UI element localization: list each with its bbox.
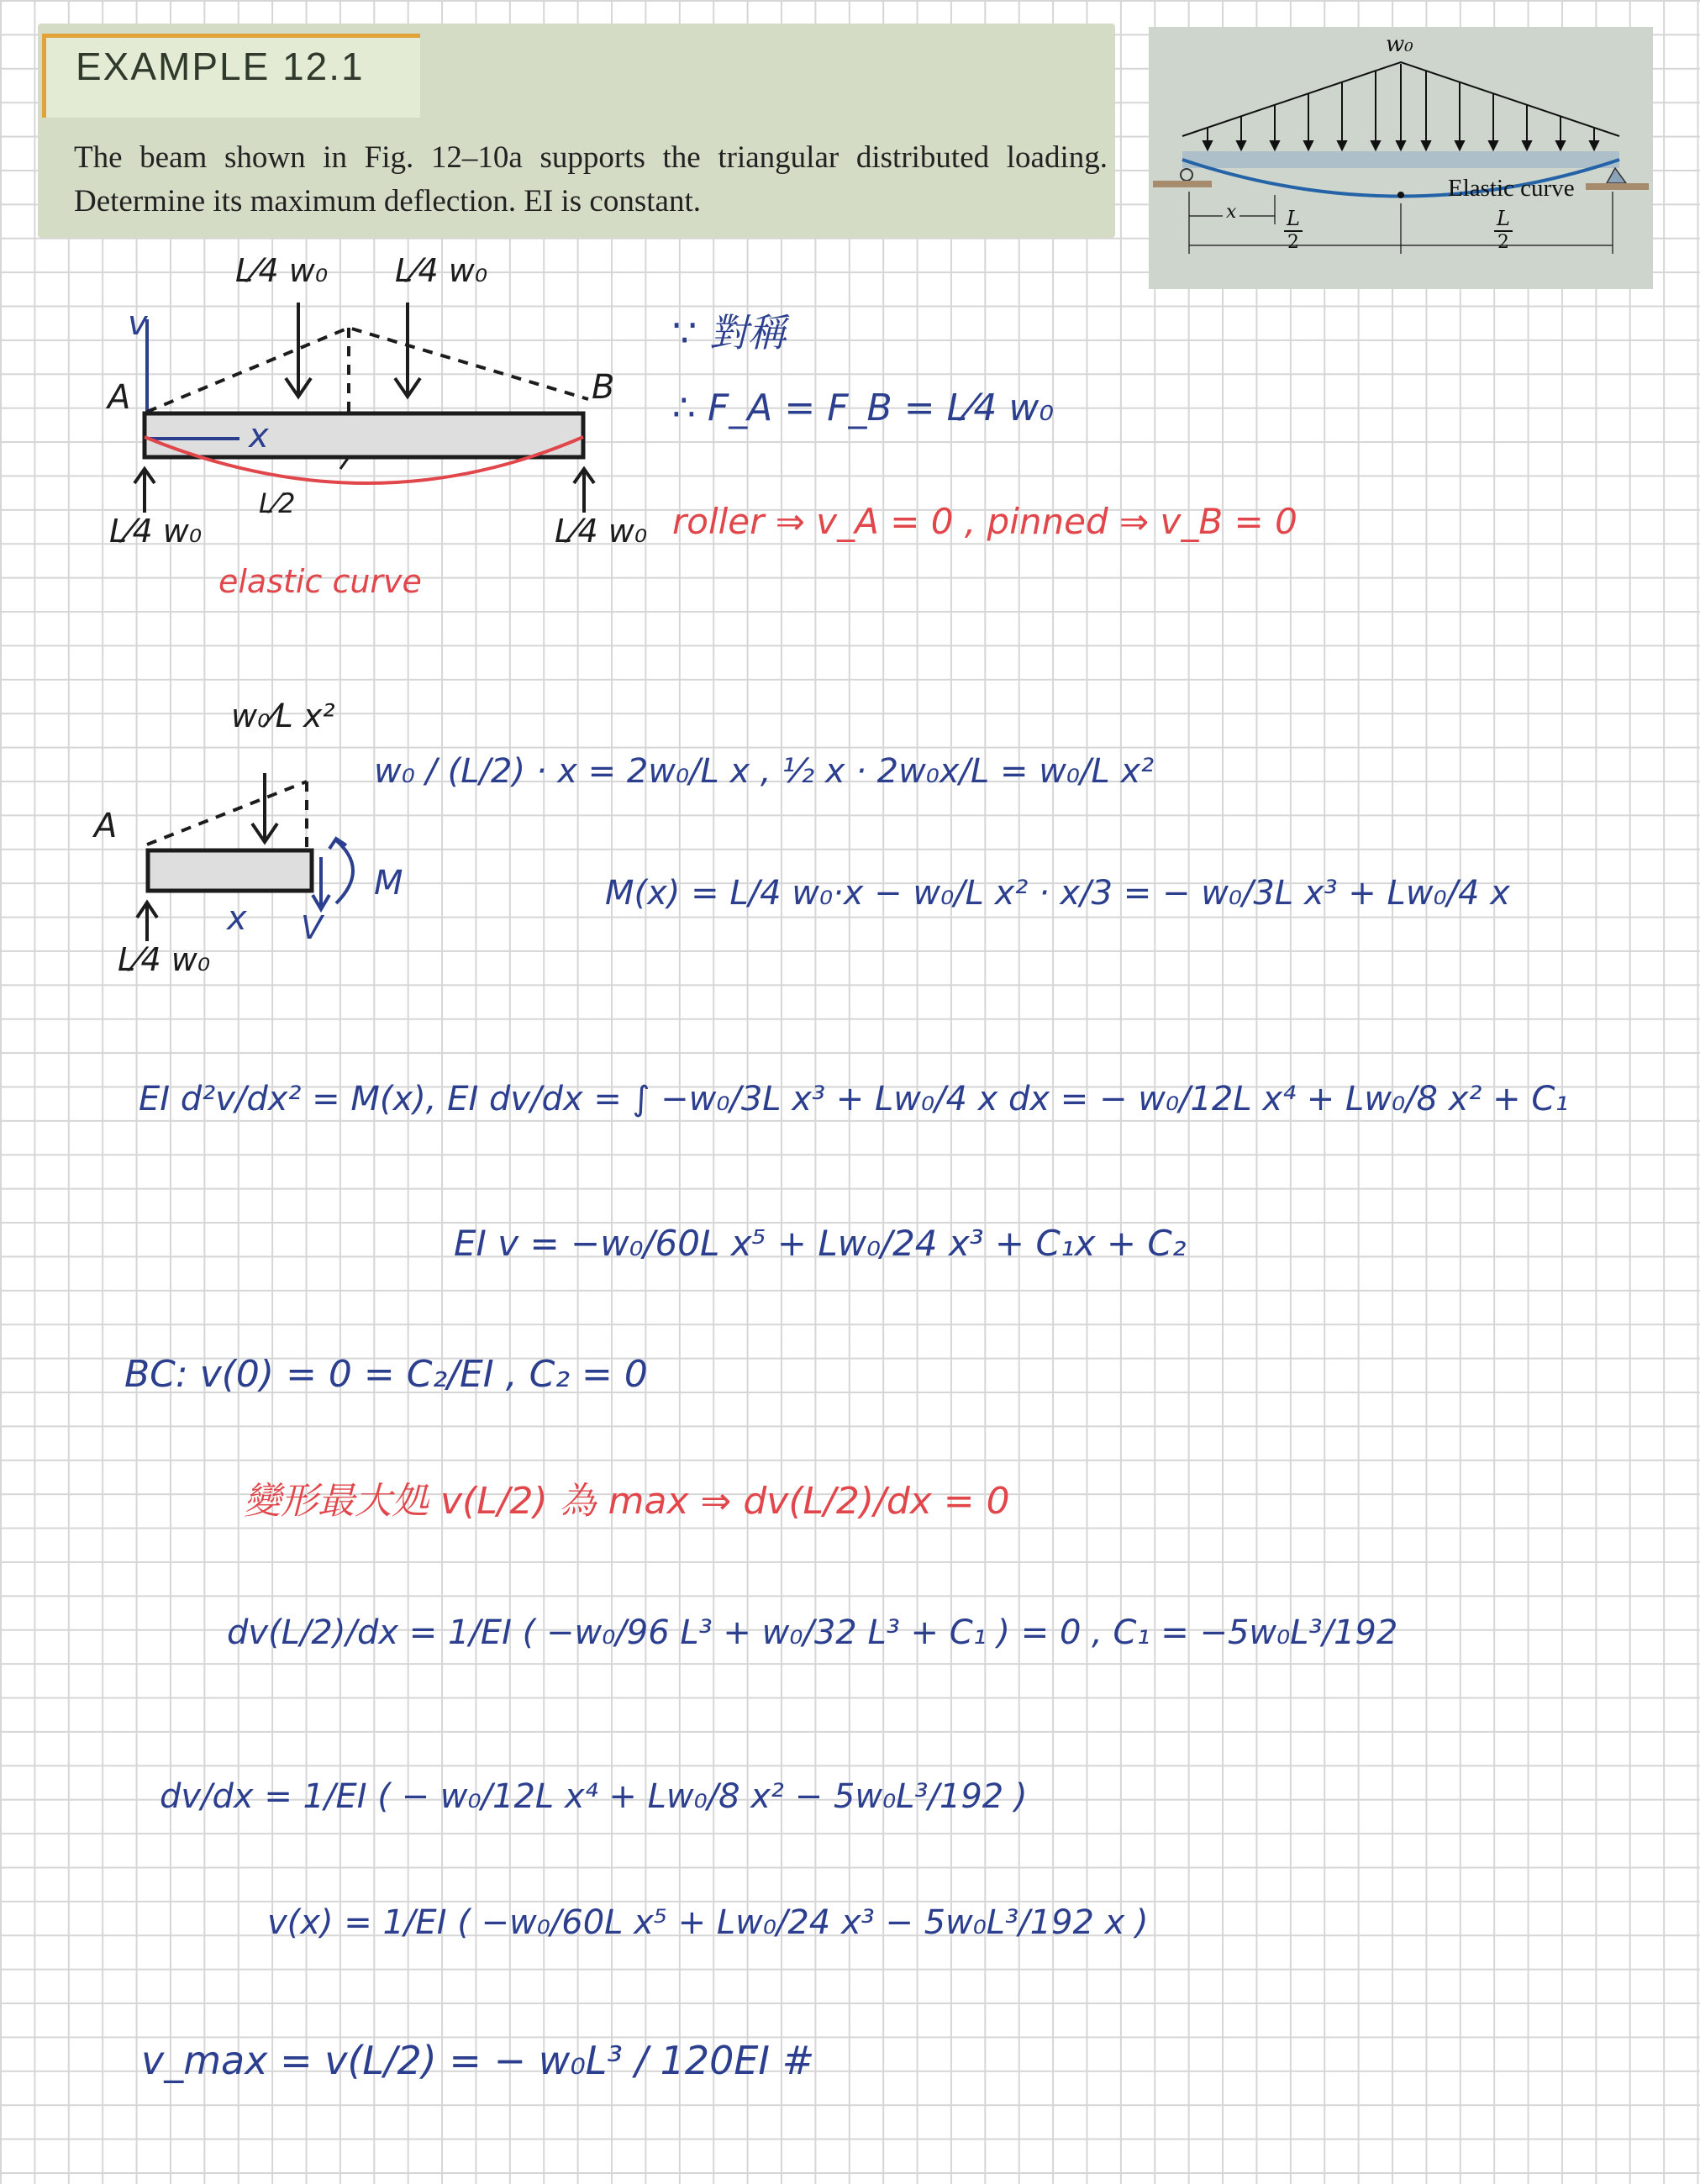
- section-load-label: w₀⁄L x²: [231, 697, 335, 734]
- c1-equation: dv(L/2)/dx = 1/EI ( −w₀/96 L³ + w₀/32 L³ + C₁ ) = 0 , C₁ = −5w₀L³/192: [227, 1613, 1398, 1652]
- beam-figure: [1149, 27, 1653, 289]
- load-equation: w₀ / (L/2) · x = 2w₀/L x , ½ x · 2w₀x/L = w₀/L x²: [374, 752, 1155, 791]
- half-span-right-num: L: [1497, 207, 1510, 230]
- point-a-label: A: [108, 378, 131, 417]
- v-axis-label: v: [128, 304, 148, 343]
- reaction-b-label: L⁄4 w₀: [555, 513, 648, 550]
- section-reaction-label: L⁄4 w₀: [118, 941, 211, 978]
- max-deflection-note: 變形最大処 v(L/2) 為 max ⇒ dv(L/2)/dx = 0: [244, 1480, 1010, 1523]
- x-dimension-label: x: [1223, 202, 1239, 223]
- section-x-label: x: [227, 899, 247, 938]
- deflection-final-equation: v(x) = 1/EI ( −w₀/60L x⁵ + Lw₀/24 x³ − 5w₀L³/192 x ): [267, 1903, 1149, 1942]
- deflection-equation: EI v = −w₀/60L x⁵ + Lw₀/24 x³ + C₁x + C₂: [454, 1223, 1187, 1264]
- boundary-condition: BC: v(0) = 0 = C₂/EI , C₂ = 0: [124, 1353, 648, 1396]
- half-span-label: L⁄2: [259, 487, 296, 519]
- half-span-right-den: 2: [1497, 232, 1509, 253]
- load-left-label: L⁄4 w₀: [235, 252, 329, 289]
- section-point-a: A: [94, 807, 118, 845]
- half-span-left-num: L: [1287, 207, 1300, 230]
- moment-label: M: [374, 864, 403, 903]
- x-coordinate-label: x: [249, 417, 269, 455]
- slope-final-equation: dv/dx = 1/EI ( − w₀/12L x⁴ + Lw₀/8 x² − 5w₀L³/192 ): [160, 1777, 1028, 1816]
- load-label: w₀: [1386, 32, 1413, 57]
- reaction-equation: ∴ F_A = F_B = L⁄4 w₀: [672, 387, 1055, 429]
- beam-figure-drawing: [1149, 27, 1653, 289]
- elastic-curve-label: Elastic curve: [1448, 175, 1575, 202]
- load-right-label: L⁄4 w₀: [395, 252, 488, 289]
- elastic-curve-note: elastic curve: [218, 563, 422, 600]
- problem-statement: The beam shown in Fig. 12–10a supports the triangular distributed loading. Determine its maximum deflection. EI is constant.: [74, 140, 1108, 218]
- shear-label: V: [301, 909, 323, 946]
- boundary-note: roller ⇒ v_A = 0 , pinned ⇒ v_B = 0: [672, 501, 1297, 542]
- moment-equation: M(x) = L/4 w₀·x − w₀/L x² · x/3 = − w₀/3L x³ + Lw₀/4 x: [605, 874, 1510, 913]
- fbd-full-beam: [84, 244, 672, 613]
- reaction-a-label: L⁄4 w₀: [109, 513, 203, 550]
- half-span-left-den: 2: [1287, 232, 1299, 253]
- max-deflection-result: v_max = v(L/2) = − w₀L³ / 120EI #: [141, 2038, 815, 2083]
- fbd-full-beam-drawing: [84, 244, 672, 613]
- fbd-section: [84, 689, 471, 992]
- symmetry-note: ∵ 對稱: [672, 310, 787, 355]
- slope-equation: EI d²v/dx² = M(x), EI dv/dx = ∫ −w₀/3L x³ + Lw₀/4 x dx = − w₀/12L x⁴ + Lw₀/8 x² + C₁: [139, 1080, 1569, 1118]
- point-b-label: B: [592, 368, 615, 407]
- example-title: EXAMPLE 12.1: [76, 45, 365, 88]
